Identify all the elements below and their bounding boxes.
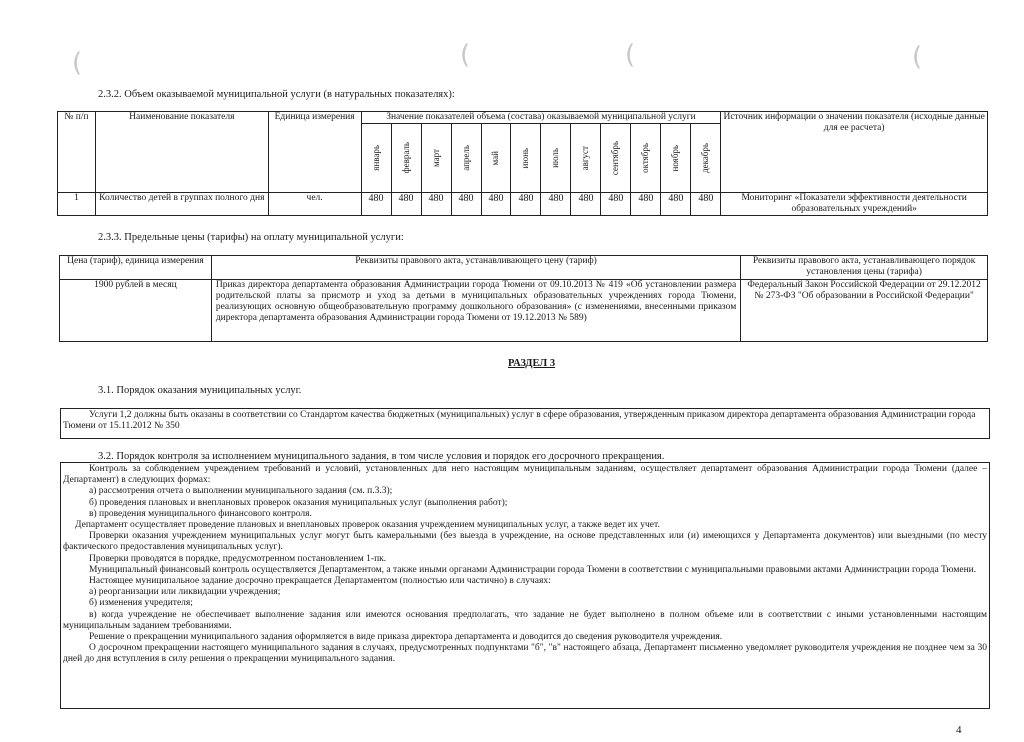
month-header: июнь	[511, 124, 541, 193]
row-source: Мониторинг «Показатели эффективности деятельности образовательных учреждений»	[721, 193, 988, 216]
row-num: 1	[58, 193, 96, 216]
month-header: сентябрь	[601, 124, 631, 193]
col-values: Значение показателей объема (состава) оказываемой муниципальной услуги	[361, 112, 721, 124]
month-header: апрель	[451, 124, 481, 193]
paragraph: б) проведения плановых и внеплановых проверок оказания муниципальных услуг (выполнения работ);	[89, 497, 508, 508]
paragraph: Контроль за соблюдением учреждением требований и условий, установленных для него настоящим муниципальным заданиям, осуществляет департамент образования Администрации города Тюмени (далее – Департамент) в следующих формах:	[63, 464, 987, 486]
scan-artifact: (	[625, 40, 636, 70]
section-2-3-2-heading: 2.3.2. Объем оказываемой муниципальной услуги (в натуральных показателях):	[98, 89, 455, 100]
month-header: июль	[541, 124, 571, 193]
month-value: 480	[631, 193, 661, 216]
paragraph: б) изменения учредителя;	[89, 598, 193, 609]
col-num: № п/п	[58, 112, 96, 193]
col-source: Источник информации о значении показателя (исходные данные для ее расчета)	[721, 112, 988, 193]
paragraph: в) когда учреждение не обеспечивает выполнение задания или имеются основания предполагать, что задание не будет выполнено в полном объеме или в соответствии с иными установленными настоящим муниципальным заданием требованиями.	[63, 609, 987, 631]
page-number: 4	[956, 724, 962, 736]
month-value: 480	[541, 193, 571, 216]
section-2-3-3-heading: 2.3.3. Предельные цены (тарифы) на оплату муниципальной услуги:	[98, 232, 404, 243]
month-value: 480	[451, 193, 481, 216]
month-value: 480	[421, 193, 451, 216]
section-3-2-box	[60, 462, 990, 709]
month-value: 480	[661, 193, 691, 216]
tariff-act: Приказ директора департамента образования Администрации города Тюмени от 09.10.2013 № 419 «Об установлении размера родительской платы за присмотр и уход за детьми в муниципальных образовательных учреждениях города Тюмени, реализующих основную общеобразовательную программу дошкольного образования» (с изменениями, внесенными приказом директора департамента образования Администрации города Тюмени от 19.12.2013 № 589)	[211, 280, 740, 342]
month-value: 480	[361, 193, 391, 216]
table-row	[58, 193, 988, 216]
section-3-1-text: Услуги 1,2 должны быть оказаны в соответствии со Стандартом качества бюджетных (муниципальных) услуг в сфере образования, утвержденным приказом директора департамента образования Администрации города Тюмени от 15.11.2012 № 350	[63, 410, 976, 432]
col-unit: Единица измерения	[268, 112, 361, 193]
col-price: Цена (тариф), единица измерения	[60, 256, 212, 280]
section-3-2-heading: 3.2. Порядок контроля за исполнением муниципального задания, в том числе условия и порядок его досрочного прекращения.	[98, 451, 665, 462]
section-3-title: РАЗДЕЛ 3	[508, 358, 556, 369]
row-unit: чел.	[268, 193, 361, 216]
month-header: февраль	[391, 124, 421, 193]
month-header: ноябрь	[661, 124, 691, 193]
volume-table	[57, 111, 988, 216]
paragraph: Решение о прекращении муниципального задания оформляется в виде приказа директора департамента и доводится до сведения руководителя учреждения.	[89, 632, 723, 643]
paragraph: в) проведения муниципального финансового контроля.	[89, 508, 312, 519]
paragraph: Настоящее муниципальное задание досрочно прекращается Департаментом (полностью или частично) в случаях:	[89, 576, 551, 587]
month-header: август	[571, 124, 601, 193]
month-header: октябрь	[631, 124, 661, 193]
section-3-1-heading: 3.1. Порядок оказания муниципальных услуг.	[98, 385, 302, 396]
paragraph: Муниципальный финансовый контроль осуществляется Департаментом, а также иными органами Администрации города Тюмени в соответствии с муниципальными правовыми актами Администрации города Тюмени.	[89, 564, 977, 575]
tariff-table	[59, 255, 988, 342]
month-header: январь	[361, 124, 391, 193]
paragraph: Проверки оказания учреждением муниципальных услуг могут быть камеральными (без выезда в учреждение, на основе представленных или (и) имеющихся у Департамента документов) или выездными (по месту фактического предоставления муниципальных услуг).	[63, 531, 987, 553]
month-value: 480	[691, 193, 721, 216]
month-value: 480	[601, 193, 631, 216]
paragraph: Департамент осуществляет проведение плановых и внеплановых проверок оказания учреждением муниципальных услуг, а также ведет их учет.	[75, 520, 660, 531]
month-value: 480	[511, 193, 541, 216]
month-header: май	[481, 124, 511, 193]
table-row	[60, 280, 988, 342]
paragraph: Проверки проводятся в порядке, предусмотренном постановлением 1-пк.	[89, 553, 387, 564]
month-value: 480	[481, 193, 511, 216]
month-value: 480	[391, 193, 421, 216]
month-header: март	[421, 124, 451, 193]
tariff-order: Федеральный Закон Российской Федерации от 29.12.2012 № 273-ФЗ "Об образовании в Российской Федерации"	[741, 280, 988, 342]
row-name: Количество детей в группах полного дня	[95, 193, 268, 216]
paragraph: а) реорганизации или ликвидации учреждения;	[89, 587, 281, 598]
scan-artifact: (	[72, 48, 83, 78]
scan-artifact: (	[912, 42, 923, 72]
scan-artifact: (	[460, 40, 471, 70]
col-order: Реквизиты правового акта, устанавливающего порядок установления цены (тарифа)	[741, 256, 988, 280]
col-act: Реквизиты правового акта, устанавливающего цену (тариф)	[211, 256, 740, 280]
paragraph: О досрочном прекращении настоящего муниципального задания в случаях, предусмотренных подпунктами "б", "в" настоящего абзаца, Департамент письменно уведомляет руководителя учреждения не позднее чем за 30 дней до дня вступления в силу решения о прекращении муниципального задания.	[63, 643, 987, 665]
month-value: 480	[571, 193, 601, 216]
tariff-price: 1900 рублей в месяц	[60, 280, 212, 342]
section-3-1-box	[60, 408, 990, 439]
col-name: Наименование показателя	[95, 112, 268, 193]
paragraph: а) рассмотрения отчета о выполнении муниципального задания (см. п.3.3);	[89, 486, 393, 497]
month-header: декабрь	[691, 124, 721, 193]
